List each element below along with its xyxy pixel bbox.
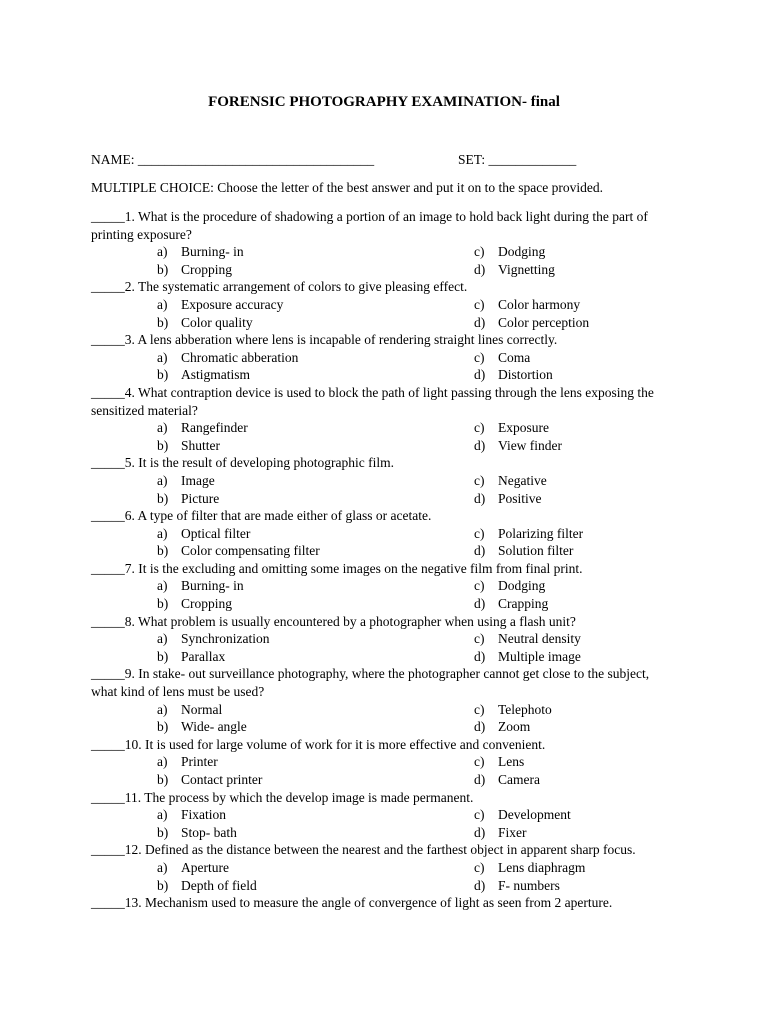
question-item [91, 331, 676, 384]
question-text: _____7. It is the excluding and omitting some images on the negative film from final print. [91, 560, 583, 576]
option-label: Development [498, 807, 571, 823]
option-letter: d) [474, 596, 486, 612]
option-label: F- numbers [498, 877, 560, 893]
option-letter: b) [157, 490, 169, 506]
option-label: Zoom [498, 719, 531, 735]
option-label: Negative [498, 472, 547, 488]
answer-option [474, 525, 583, 543]
option-row [91, 701, 676, 719]
question-text: _____9. In stake- out surveillance photography, where the photographer cannot get close to the subject, what kind of lens must be used? [91, 666, 650, 700]
option-label: Contact printer [181, 772, 263, 787]
option-row [91, 577, 676, 595]
option-row [91, 753, 676, 771]
option-label: Normal [181, 701, 223, 717]
answer-option [474, 753, 524, 771]
question-text: _____13. Mechanism used to measure the angle of convergence of light as seen from 2 aperture. [91, 895, 613, 911]
option-label: Fixer [498, 824, 527, 840]
answer-option [474, 630, 581, 648]
option-letter: d) [474, 437, 486, 453]
option-row [91, 472, 676, 490]
set-blank: _____________ [488, 152, 577, 167]
answer-option [157, 648, 225, 666]
option-letter: a) [157, 525, 168, 541]
set-label: SET: [458, 152, 486, 167]
option-letter: a) [157, 244, 168, 260]
question-text: _____11. The process by which the develop image is made permanent. [91, 789, 474, 805]
answer-option [474, 648, 581, 666]
option-letter: b) [157, 367, 169, 383]
option-row [91, 877, 676, 895]
answer-option [474, 577, 545, 595]
answer-option [474, 419, 549, 437]
option-letter: b) [157, 543, 169, 559]
option-row [91, 349, 676, 367]
option-letter: a) [157, 859, 168, 875]
answer-option [474, 472, 547, 490]
option-label: Image [181, 472, 215, 488]
option-label: Dodging [498, 578, 546, 594]
answer-option [474, 824, 527, 842]
question-text: _____2. The systematic arrangement of colors to give pleasing effect. [91, 279, 468, 295]
option-letter: b) [157, 648, 169, 664]
option-letter: c) [474, 420, 485, 436]
option-label: Rangefinder [181, 420, 248, 436]
option-label: Shutter [181, 437, 220, 453]
answer-option [474, 314, 589, 332]
answer-option [474, 877, 560, 895]
option-row [91, 771, 676, 789]
question-item [91, 454, 676, 507]
question-text: _____5. It is the result of developing photographic film. [91, 455, 394, 471]
option-label: Astigmatism [181, 367, 251, 383]
option-letter: c) [474, 525, 485, 541]
option-letter: a) [157, 631, 168, 647]
option-letter: d) [474, 824, 486, 840]
answer-option [157, 701, 222, 719]
question-item [91, 384, 676, 454]
answer-option [157, 542, 320, 560]
option-label: Exposure [498, 420, 549, 436]
answer-option [474, 437, 562, 455]
option-letter: d) [474, 261, 486, 277]
option-letter: c) [474, 754, 485, 770]
option-label: Wide- angle [181, 719, 247, 735]
option-label: Color harmony [498, 296, 581, 312]
question-text: _____3. A lens abberation where lens is incapable of rendering straight lines correctly. [91, 332, 558, 348]
option-letter: a) [157, 807, 168, 823]
option-letter: c) [474, 807, 485, 823]
option-label: Color quality [181, 314, 253, 330]
answer-option [474, 718, 530, 736]
answer-option [157, 718, 247, 736]
option-label: Camera [498, 772, 540, 787]
option-letter: c) [474, 578, 485, 594]
question-text: _____4. What contraption device is used to block the path of light passing through the lens exposing the sensitized material? [91, 384, 654, 418]
question-item [91, 507, 676, 560]
option-label: Printer [181, 754, 218, 770]
option-label: Synchronization [181, 631, 270, 647]
option-label: Solution filter [498, 543, 574, 559]
answer-option [157, 243, 244, 261]
instructions: MULTIPLE CHOICE: Choose the letter of the best answer and put it on to the space provided. [91, 180, 604, 195]
answer-option [157, 753, 218, 771]
option-letter: a) [157, 578, 168, 594]
option-letter: d) [474, 772, 486, 787]
answer-option [474, 243, 545, 261]
option-letter: d) [474, 490, 486, 506]
option-row [91, 595, 676, 613]
option-letter: c) [474, 349, 485, 365]
option-row [91, 243, 676, 261]
option-row [91, 261, 676, 279]
answer-option [157, 525, 250, 543]
option-label: Telephoto [498, 701, 552, 717]
question-item [91, 613, 676, 666]
answer-option [474, 595, 548, 613]
option-letter: c) [474, 631, 485, 647]
option-letter: d) [474, 648, 486, 664]
option-letter: b) [157, 596, 169, 612]
question-text: _____6. A type of filter that are made either of glass or acetate. [91, 508, 432, 524]
option-label: Exposure accuracy [181, 296, 284, 312]
option-row [91, 630, 676, 648]
answer-option [157, 490, 219, 508]
answer-option [474, 349, 530, 367]
option-letter: a) [157, 701, 168, 717]
answer-option [157, 630, 269, 648]
answer-option [157, 824, 237, 842]
option-letter: b) [157, 719, 169, 735]
answer-option [474, 701, 552, 719]
option-label: Color perception [498, 314, 590, 330]
question-item [91, 208, 676, 278]
option-letter: b) [157, 314, 169, 330]
option-row [91, 824, 676, 842]
option-letter: d) [474, 543, 486, 559]
option-label: Aperture [181, 859, 229, 875]
answer-option [474, 366, 553, 384]
answer-option [474, 542, 573, 560]
answer-option [157, 859, 229, 877]
question-item [91, 278, 676, 331]
answer-option [157, 296, 283, 314]
question-text: _____10. It is used for large volume of work for it is more effective and convenient. [91, 736, 546, 752]
option-letter: b) [157, 877, 169, 893]
option-letter: c) [474, 859, 485, 875]
option-row [91, 419, 676, 437]
answer-option [474, 490, 542, 508]
option-letter: d) [474, 719, 486, 735]
answer-option [157, 472, 215, 490]
option-letter: a) [157, 349, 168, 365]
question-text: _____12. Defined as the distance between the nearest and the farthest object in apparent sharp focus. [91, 842, 636, 858]
option-row [91, 296, 676, 314]
option-letter: a) [157, 420, 168, 436]
option-label: Cropping [181, 596, 233, 612]
option-label: Lens [498, 754, 525, 770]
option-row [91, 648, 676, 666]
name-label: NAME: [91, 152, 135, 167]
answer-option [474, 296, 580, 314]
option-label: Vignetting [498, 261, 555, 277]
answer-option [157, 349, 298, 367]
option-row [91, 314, 676, 332]
answer-option [157, 877, 257, 895]
answer-option [157, 595, 232, 613]
option-label: Coma [498, 349, 531, 365]
question-item [91, 665, 676, 735]
option-label: Color compensating filter [181, 543, 320, 559]
option-letter: a) [157, 472, 168, 488]
option-label: Positive [498, 490, 542, 506]
answer-option [157, 261, 232, 279]
answer-option [474, 859, 585, 877]
option-letter: c) [474, 296, 485, 312]
answer-option [157, 437, 220, 455]
option-row [91, 490, 676, 508]
question-item [91, 841, 676, 894]
option-label: Stop- bath [181, 824, 237, 840]
option-row [91, 806, 676, 824]
answer-option [474, 261, 555, 279]
option-letter: b) [157, 824, 169, 840]
exam-title: FORENSIC PHOTOGRAPHY EXAMINATION- final [208, 94, 560, 110]
option-label: Cropping [181, 261, 233, 277]
answer-option [157, 577, 244, 595]
option-label: View finder [498, 437, 563, 453]
option-label: Lens diaphragm [498, 859, 586, 875]
option-label: Dodging [498, 244, 546, 260]
answer-option [157, 771, 262, 789]
question-item [91, 560, 676, 613]
answer-option [157, 314, 253, 332]
option-letter: c) [474, 472, 485, 488]
name-blank: ___________________________________ [137, 152, 375, 167]
answer-option [474, 771, 540, 789]
option-letter: c) [474, 244, 485, 260]
option-row [91, 366, 676, 384]
set-field [458, 152, 576, 168]
option-letter: b) [157, 261, 169, 277]
option-label: Fixation [181, 807, 227, 823]
option-letter: a) [157, 296, 168, 312]
answer-option [474, 806, 571, 824]
option-label: Burning- in [181, 244, 244, 260]
option-letter: a) [157, 754, 168, 770]
option-label: Depth of field [181, 877, 257, 893]
option-label: Polarizing filter [498, 525, 584, 541]
answer-option [157, 419, 248, 437]
option-label: Neutral density [498, 631, 581, 647]
question-item [91, 789, 676, 842]
option-row [91, 525, 676, 543]
question-item [91, 736, 676, 789]
option-letter: d) [474, 314, 486, 330]
question-list [91, 208, 676, 912]
option-row [91, 718, 676, 736]
option-label: Parallax [181, 648, 226, 664]
option-letter: d) [474, 877, 486, 893]
option-letter: b) [157, 772, 169, 787]
question-text: _____8. What problem is usually encountered by a photographer when using a flash unit? [91, 613, 576, 629]
name-field [91, 152, 374, 168]
question-text: _____1. What is the procedure of shadowing a portion of an image to hold back light during the part of printing exposure? [91, 209, 648, 242]
answer-option [157, 366, 250, 384]
option-row [91, 859, 676, 877]
option-row [91, 437, 676, 455]
option-label: Chromatic abberation [181, 349, 299, 365]
answer-option [157, 806, 226, 824]
option-letter: c) [474, 701, 485, 717]
option-label: Picture [181, 490, 220, 506]
option-label: Crapping [498, 596, 549, 612]
option-row [91, 542, 676, 560]
option-label: Burning- in [181, 578, 244, 594]
option-label: Distortion [498, 367, 553, 383]
option-label: Multiple image [498, 648, 581, 664]
question-item [91, 894, 676, 912]
option-letter: d) [474, 367, 486, 383]
option-letter: b) [157, 437, 169, 453]
option-label: Optical filter [181, 525, 251, 541]
